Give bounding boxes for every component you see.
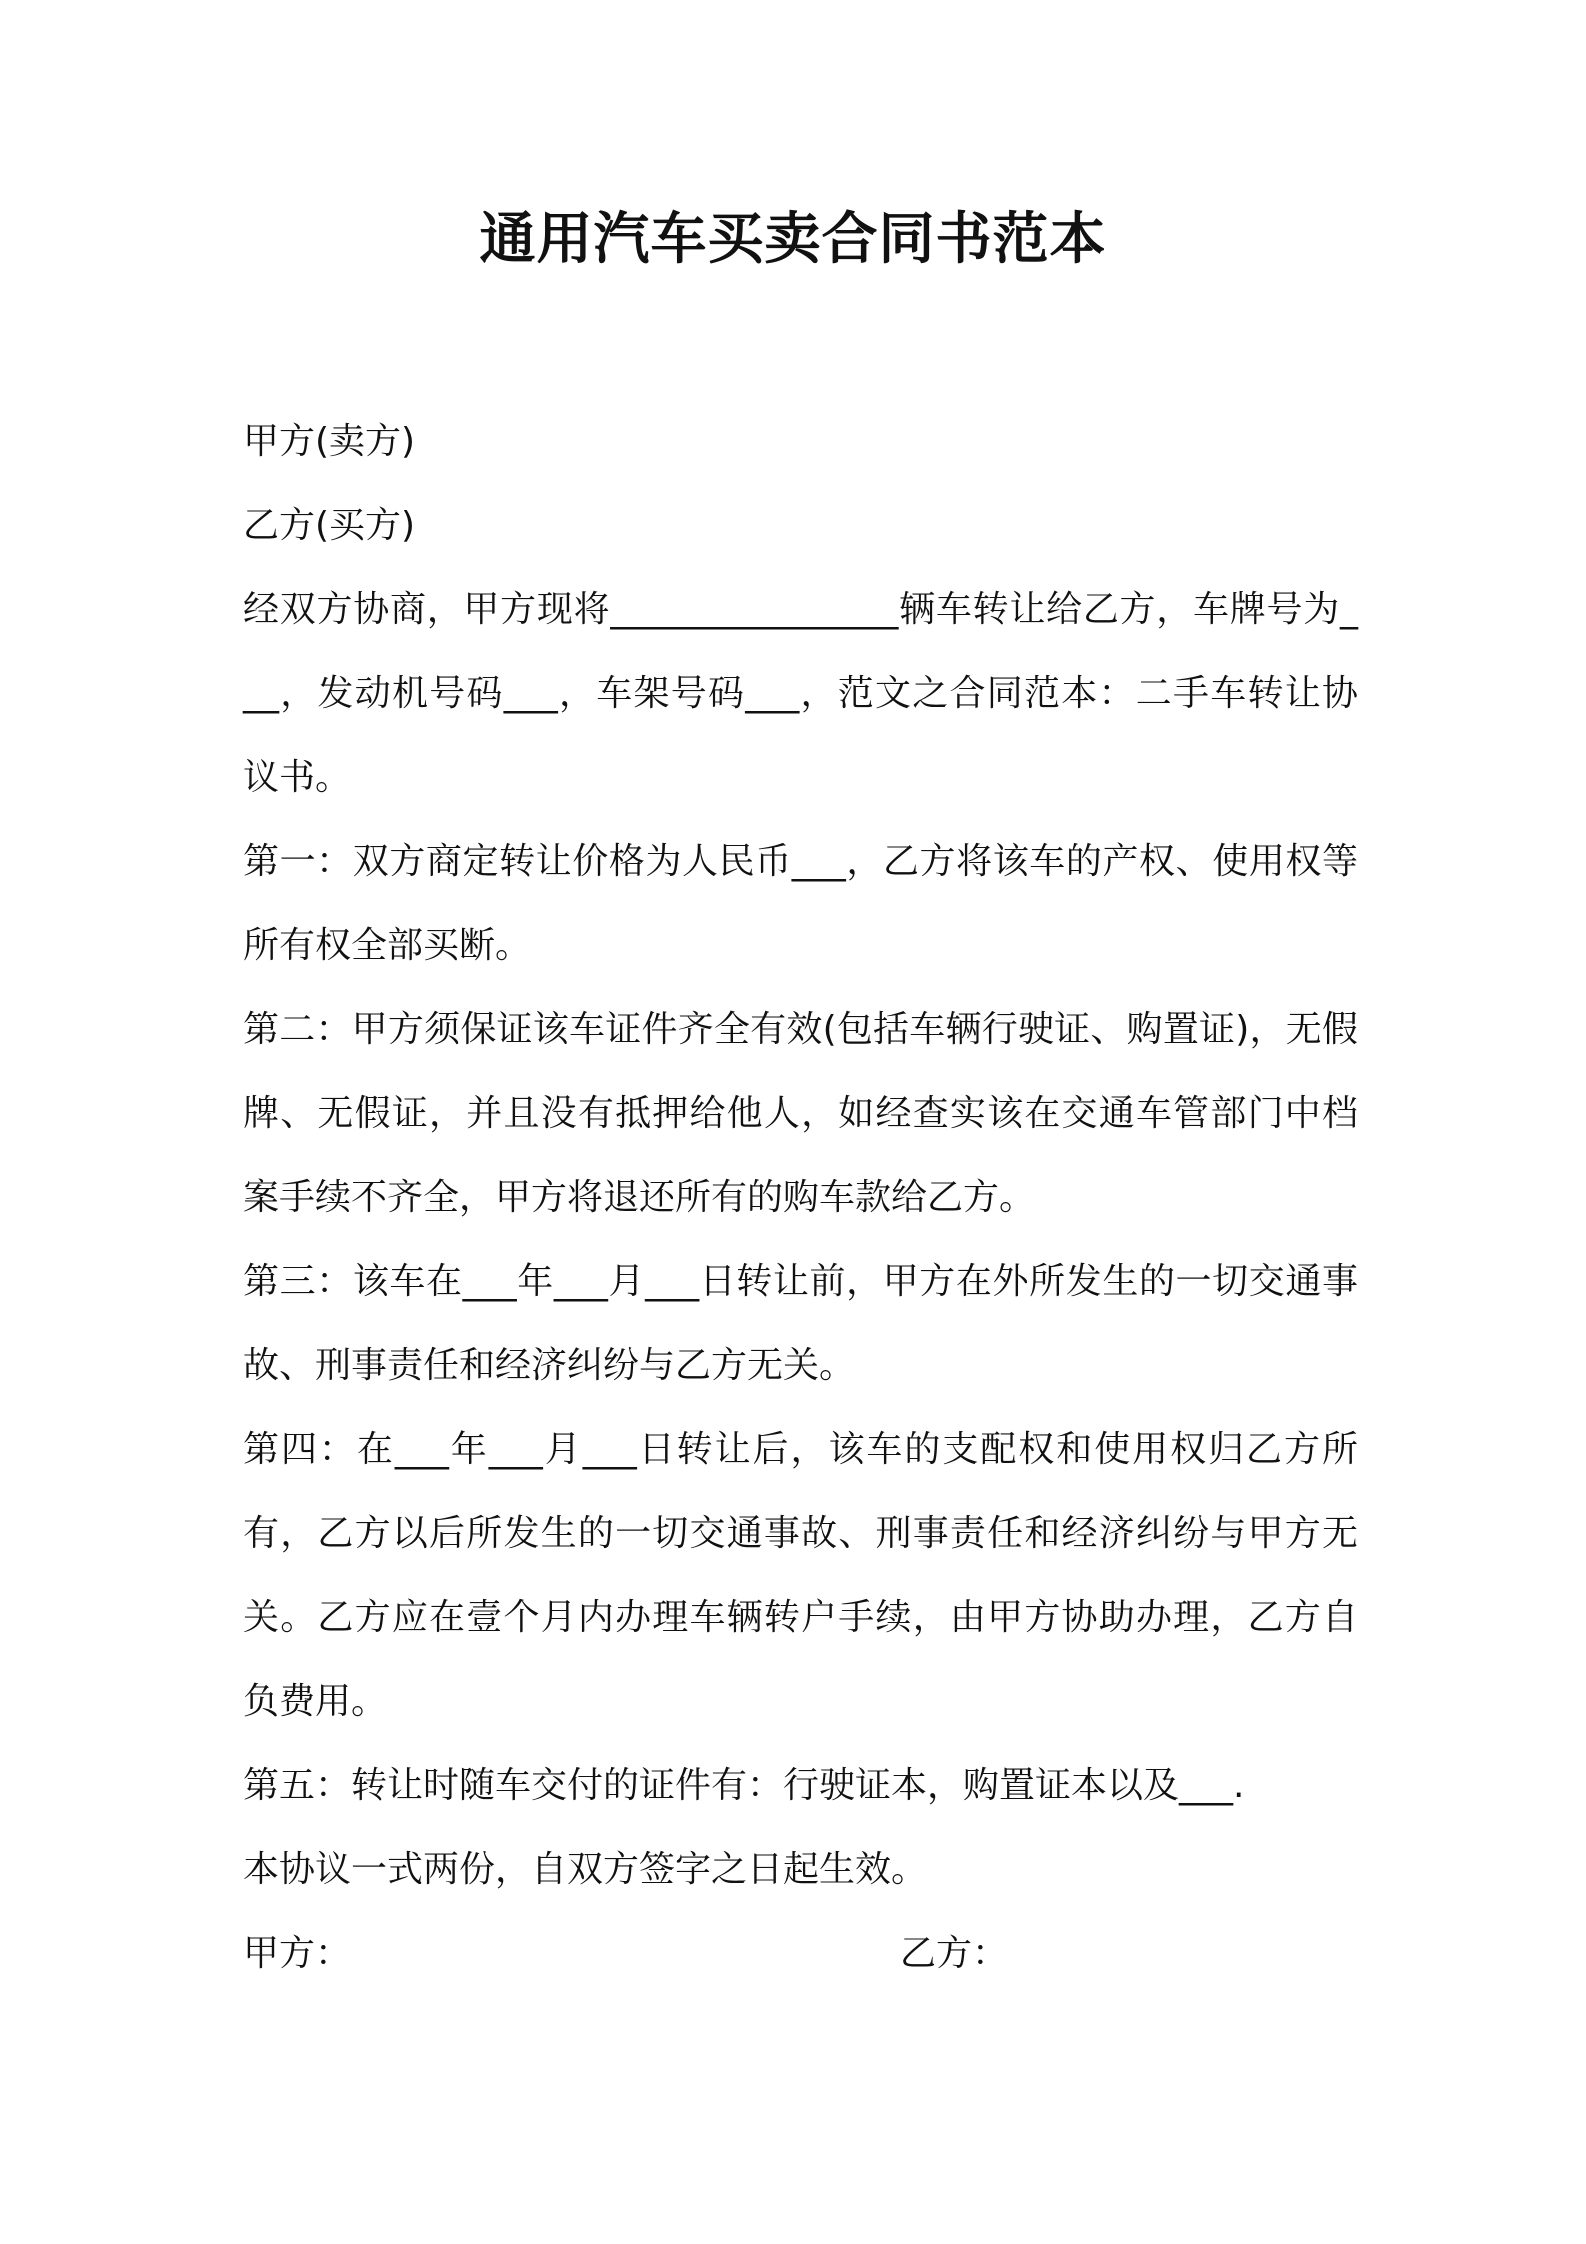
party-b-signature-label: 乙方：: [900, 1933, 1009, 1974]
clause-5: 第五：转让时随车交付的证件有：行驶证本，购置证本以及___.: [243, 1765, 1245, 1806]
clause-3: 第三：该车在___年___月___日转让前，甲方在外所发生的一切交通事故、刑事责任和经济纠纷与乙方无关。: [243, 1261, 1358, 1386]
document-body: [243, 400, 1358, 1996]
clause-4: 第四：在___年___月___日转让后，该车的支配权和使用权归乙方所有，乙方以后所发生的一切交通事故、刑事责任和经济纠纷与甲方无关。乙方应在壹个月内办理车辆转户手续，由甲方协助办理，乙方自负费用。: [243, 1429, 1358, 1722]
clause-1: 第一：双方商定转让价格为人民币___，乙方将该车的产权、使用权等所有权全部买断。: [243, 841, 1358, 966]
validity-statement: 本协议一式两份，自双方签字之日起生效。: [243, 1849, 928, 1890]
clause-2: 第二：甲方须保证该车证件齐全有效(包括车辆行驶证、购置证)，无假牌、无假证，并且没有抵押给他人，如经查实该在交通车管部门中档案手续不齐全，甲方将退还所有的购车款给乙方。: [243, 1009, 1358, 1218]
party-a-signature-label: 甲方：: [243, 1933, 352, 1974]
intro-paragraph: 经双方协商，甲方现将________________辆车转让给乙方，车牌号为___，发动机号码___，车架号码___，范文之合同范本：二手车转让协议书。: [243, 589, 1358, 798]
signature-row: [243, 1912, 1358, 1996]
party-b-line: 乙方(买方): [243, 505, 416, 546]
document-title: 通用汽车买卖合同书范本: [479, 207, 1107, 272]
party-a-line: 甲方(卖方): [243, 421, 416, 462]
